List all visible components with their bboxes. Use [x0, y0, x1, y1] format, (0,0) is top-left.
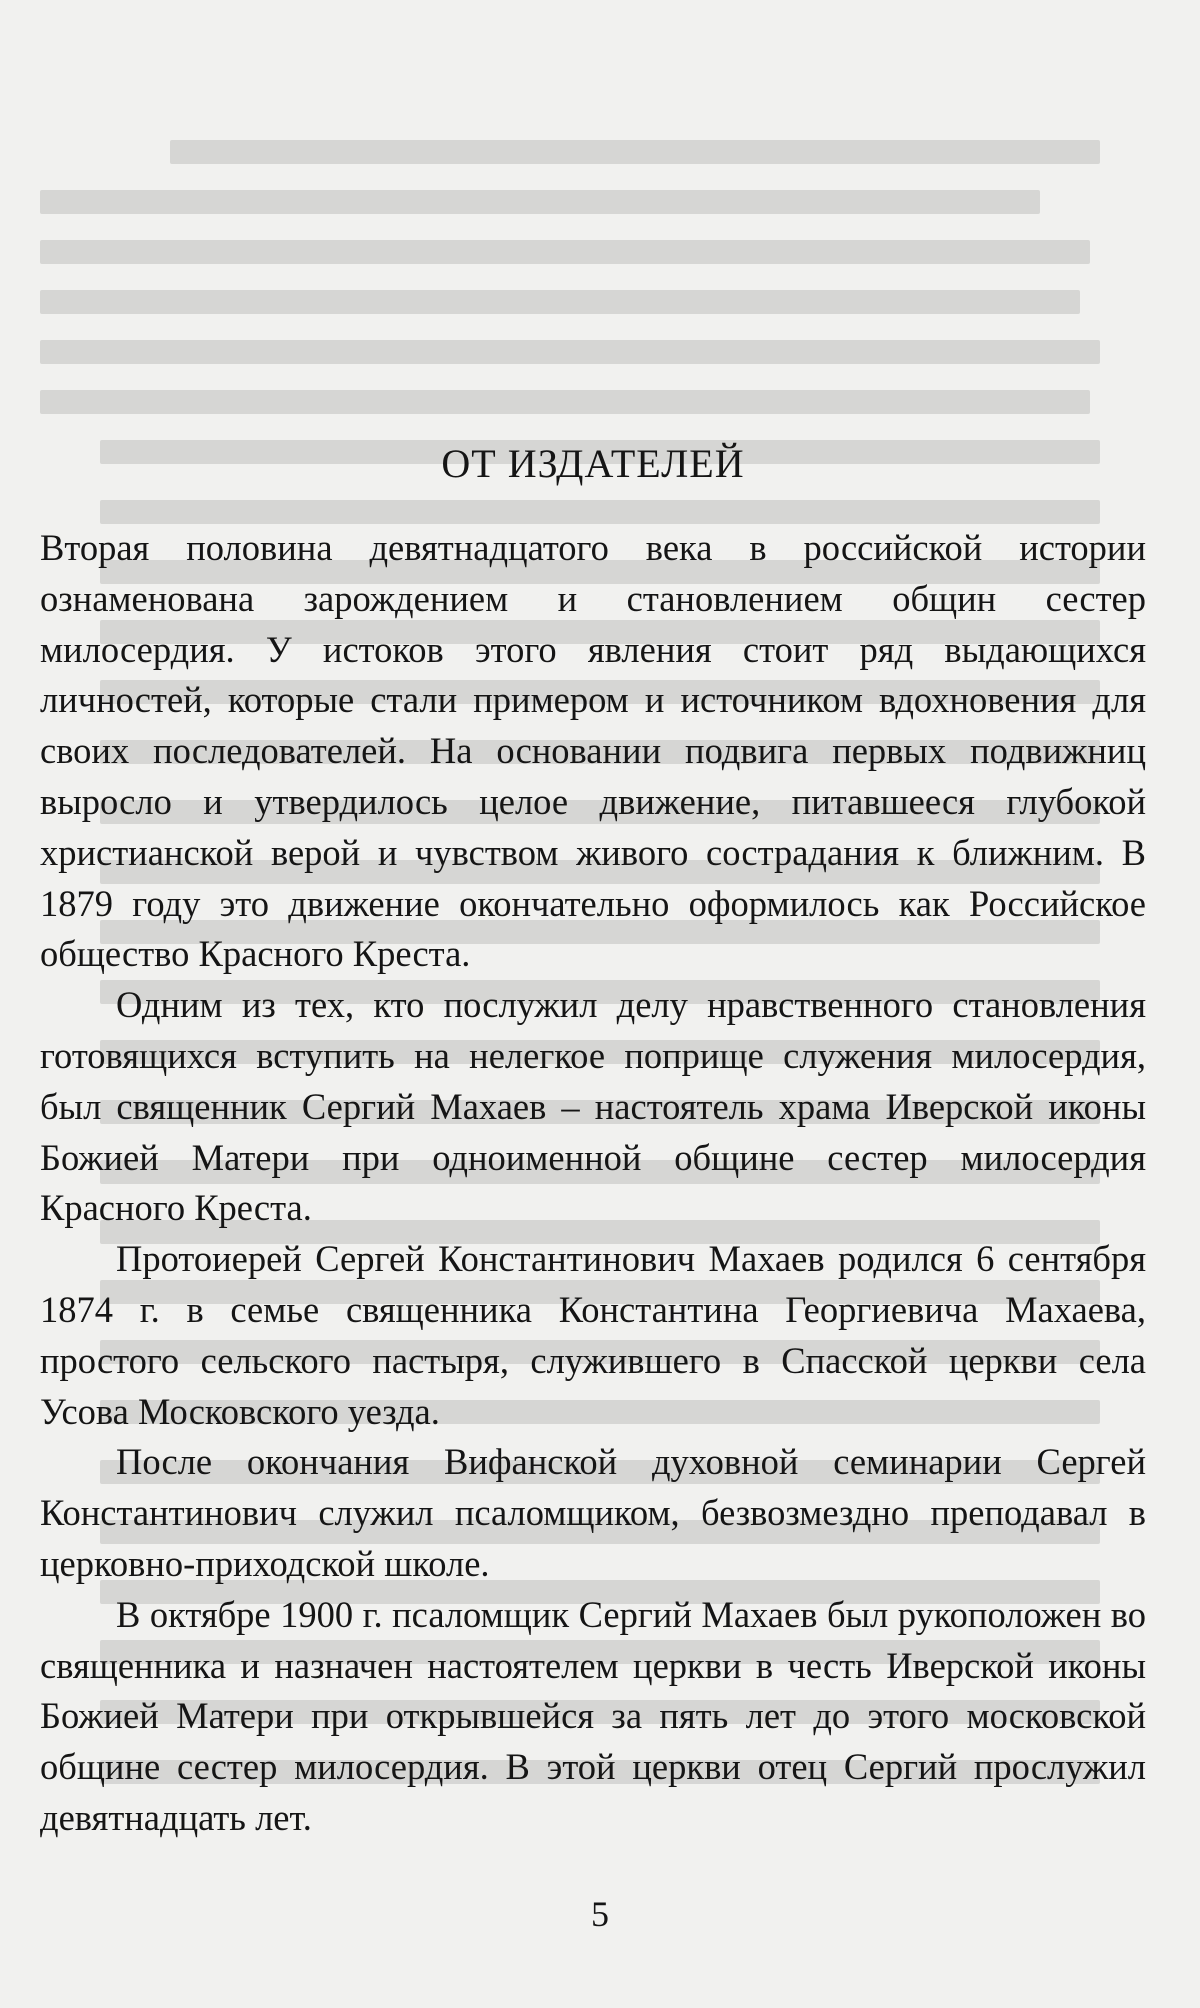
paragraph: После окончания Вифанской духовной семинарии Сергей Константинович служил псаломщиком, безвозмездно преподавал в церковно-приходской школе.: [40, 1441, 1146, 1584]
paragraph: Протоиерей Сергей Константинович Махаев родился 6 сентября 1874 г. в семье священника Константина Георгиевича Махаева, простого сельского пастыря, служившего в Спасской церкви села Усова Московского уезда.: [40, 1238, 1146, 1432]
page-number: 5: [591, 1894, 609, 1934]
paragraph: Одним из тех, кто послужил делу нравственного становления готовящихся вступить на нелегкое поприще служения милосердия, был священник Сергий Махаев – настоятель храма Иверской иконы Божией Матери при одноименной общине сестер милосердия Красного Креста.: [40, 984, 1146, 1229]
page-content: [40, 440, 1146, 1844]
page-title: ОТ ИЗДАТЕЛЕЙ: [441, 441, 745, 486]
paragraph-intro: Вторая половина девятнадцатого века в российской истории ознаменована зарождением и становлением общин сестер милосердия. У истоков этого явления стоит ряд выдающихся личностей, которые стали примером и источником вдохновения для своих последователей. На основании подвига первых подвижниц выросло и утвердилось целое движение, питавшееся глубокой христианской верой и чувством живого сострадания к ближним. В 1879 году это движение окончательно оформилось как Российское общество Красного Креста.: [40, 527, 1146, 975]
paragraph: В октябре 1900 г. псаломщик Сергий Махаев был рукоположен во священника и назначен настоятелем церкви в честь Иверской иконы Божией Матери при открывшейся за пять лет до этого московской общине сестер милосердия. В этой церкви отец Сергий прослужил девятнадцать лет.: [40, 1593, 1146, 1838]
